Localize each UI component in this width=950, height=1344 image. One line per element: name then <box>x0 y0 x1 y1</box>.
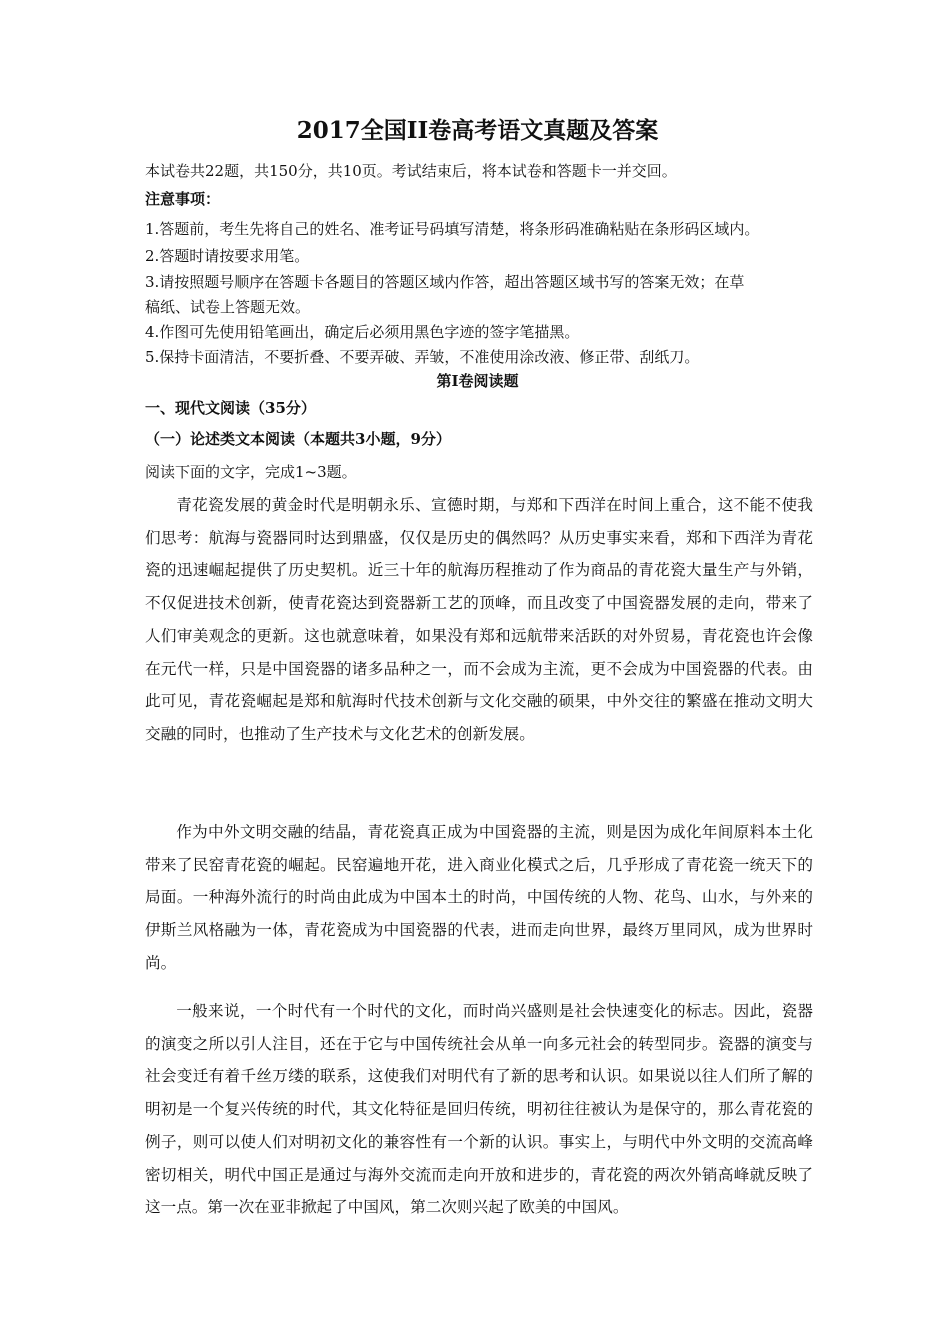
reading-paragraph: 青花瓷发展的黄金时代是明朝永乐、宣德时期，与郑和下西洋在时间上重合，这不能不使我们思考：航海与瓷器同时达到鼎盛，仅仅是历史的偶然吗？从历史事实来看，郑和下西洋为青花瓷的迅速崛起提供了历史契机。近三十年的航海历程推动了作为商品的青花瓷大量生产与外销，不仅促进技术创新，使青花瓷达到瓷器新工艺的顶峰，而且改变了中国瓷器发展的走向，带来了人们审美观念的更新。这也就意味着，如果没有郑和远航带来活跃的对外贸易，青花瓷也许会像在元代一样，只是中国瓷器的诸多品种之一，而不会成为主流，更不会成为中国瓷器的代表。由此可见，青花瓷崛起是郑和航海时代技术创新与文化交融的硕果，中外交往的繁盛在推动文明大交融的同时，也推动了生产技术与文化艺术的创新发展。 <box>145 496 813 743</box>
notice-item: 5.保持卡面清洁，不要折叠、不要弄破、弄皱，不准使用涂改液、修正带、刮纸刀。 <box>145 348 700 366</box>
reading-paragraph: 作为中外文明交融的结晶，青花瓷真正成为中国瓷器的主流，则是因为成化年间原料本土化带来了民窑青花瓷的崛起。民窑遍地开花，进入商业化模式之后，几乎形成了青花瓷一统天下的局面。一种海外流行的时尚由此成为中国本土的时尚，中国传统的人物、花鸟、山水，与外来的伊斯兰风格融为一体，青花瓷成为中国瓷器的代表，进而走向世界，最终万里同风，成为世界时尚。 <box>145 823 813 972</box>
notice-item-continued: 稿纸、试卷上答题无效。 <box>145 298 311 316</box>
notice-item: 2.答题时请按要求用笔。 <box>145 247 310 265</box>
exam-intro: 本试卷共22题，共150分，共10页。考试结束后，将本试卷和答题卡一并交回。 <box>145 162 677 180</box>
document-title: 2017全国II卷高考语文真题及答案 <box>296 117 659 144</box>
reading-paragraph: 一般来说，一个时代有一个时代的文化，而时尚兴盛则是社会快速变化的标志。因此，瓷器的演变之所以引人注目，还在于它与中国传统社会从单一向多元社会的转型同步。瓷器的演变与社会变迁有着千丝万缕的联系，这使我们对明代有了新的思考和认识。如果说以往人们所了解的明初是一个复兴传统的时代，其文化特征是回归传统，明初往往被认为是保守的，那么青花瓷的例子，则可以使人们对明初文化的兼容性有一个新的认识。事实上，与明代中外文明的交流高峰密切相关，明代中国正是通过与海外交流而走向开放和进步的，青花瓷的两次外销高峰就反映了这一点。第一次在亚非掀起了中国风，第二次则兴起了欧美的中国风。 <box>145 1002 813 1217</box>
subsection-heading: （一）论述类文本阅读（本题共3小题，9分） <box>145 430 451 448</box>
notice-item: 3.请按照题号顺序在答题卡各题目的答题区域内作答，超出答题区域书写的答案无效；在草 <box>145 273 745 291</box>
volume-heading: 第Ⅰ卷阅读题 <box>436 372 519 390</box>
section-heading: 一、现代文阅读（35分） <box>145 399 316 417</box>
notice-heading: 注意事项： <box>145 190 221 208</box>
notice-item: 1.答题前，考生先将自己的姓名、准考证号码填写清楚，将条形码准确粘贴在条形码区域内。 <box>145 220 760 238</box>
notice-item: 4.作图可先使用铅笔画出，确定后必须用黑色字迹的签字笔描黑。 <box>145 323 580 341</box>
reading-instruction: 阅读下面的文字，完成1~3题。 <box>145 463 357 481</box>
